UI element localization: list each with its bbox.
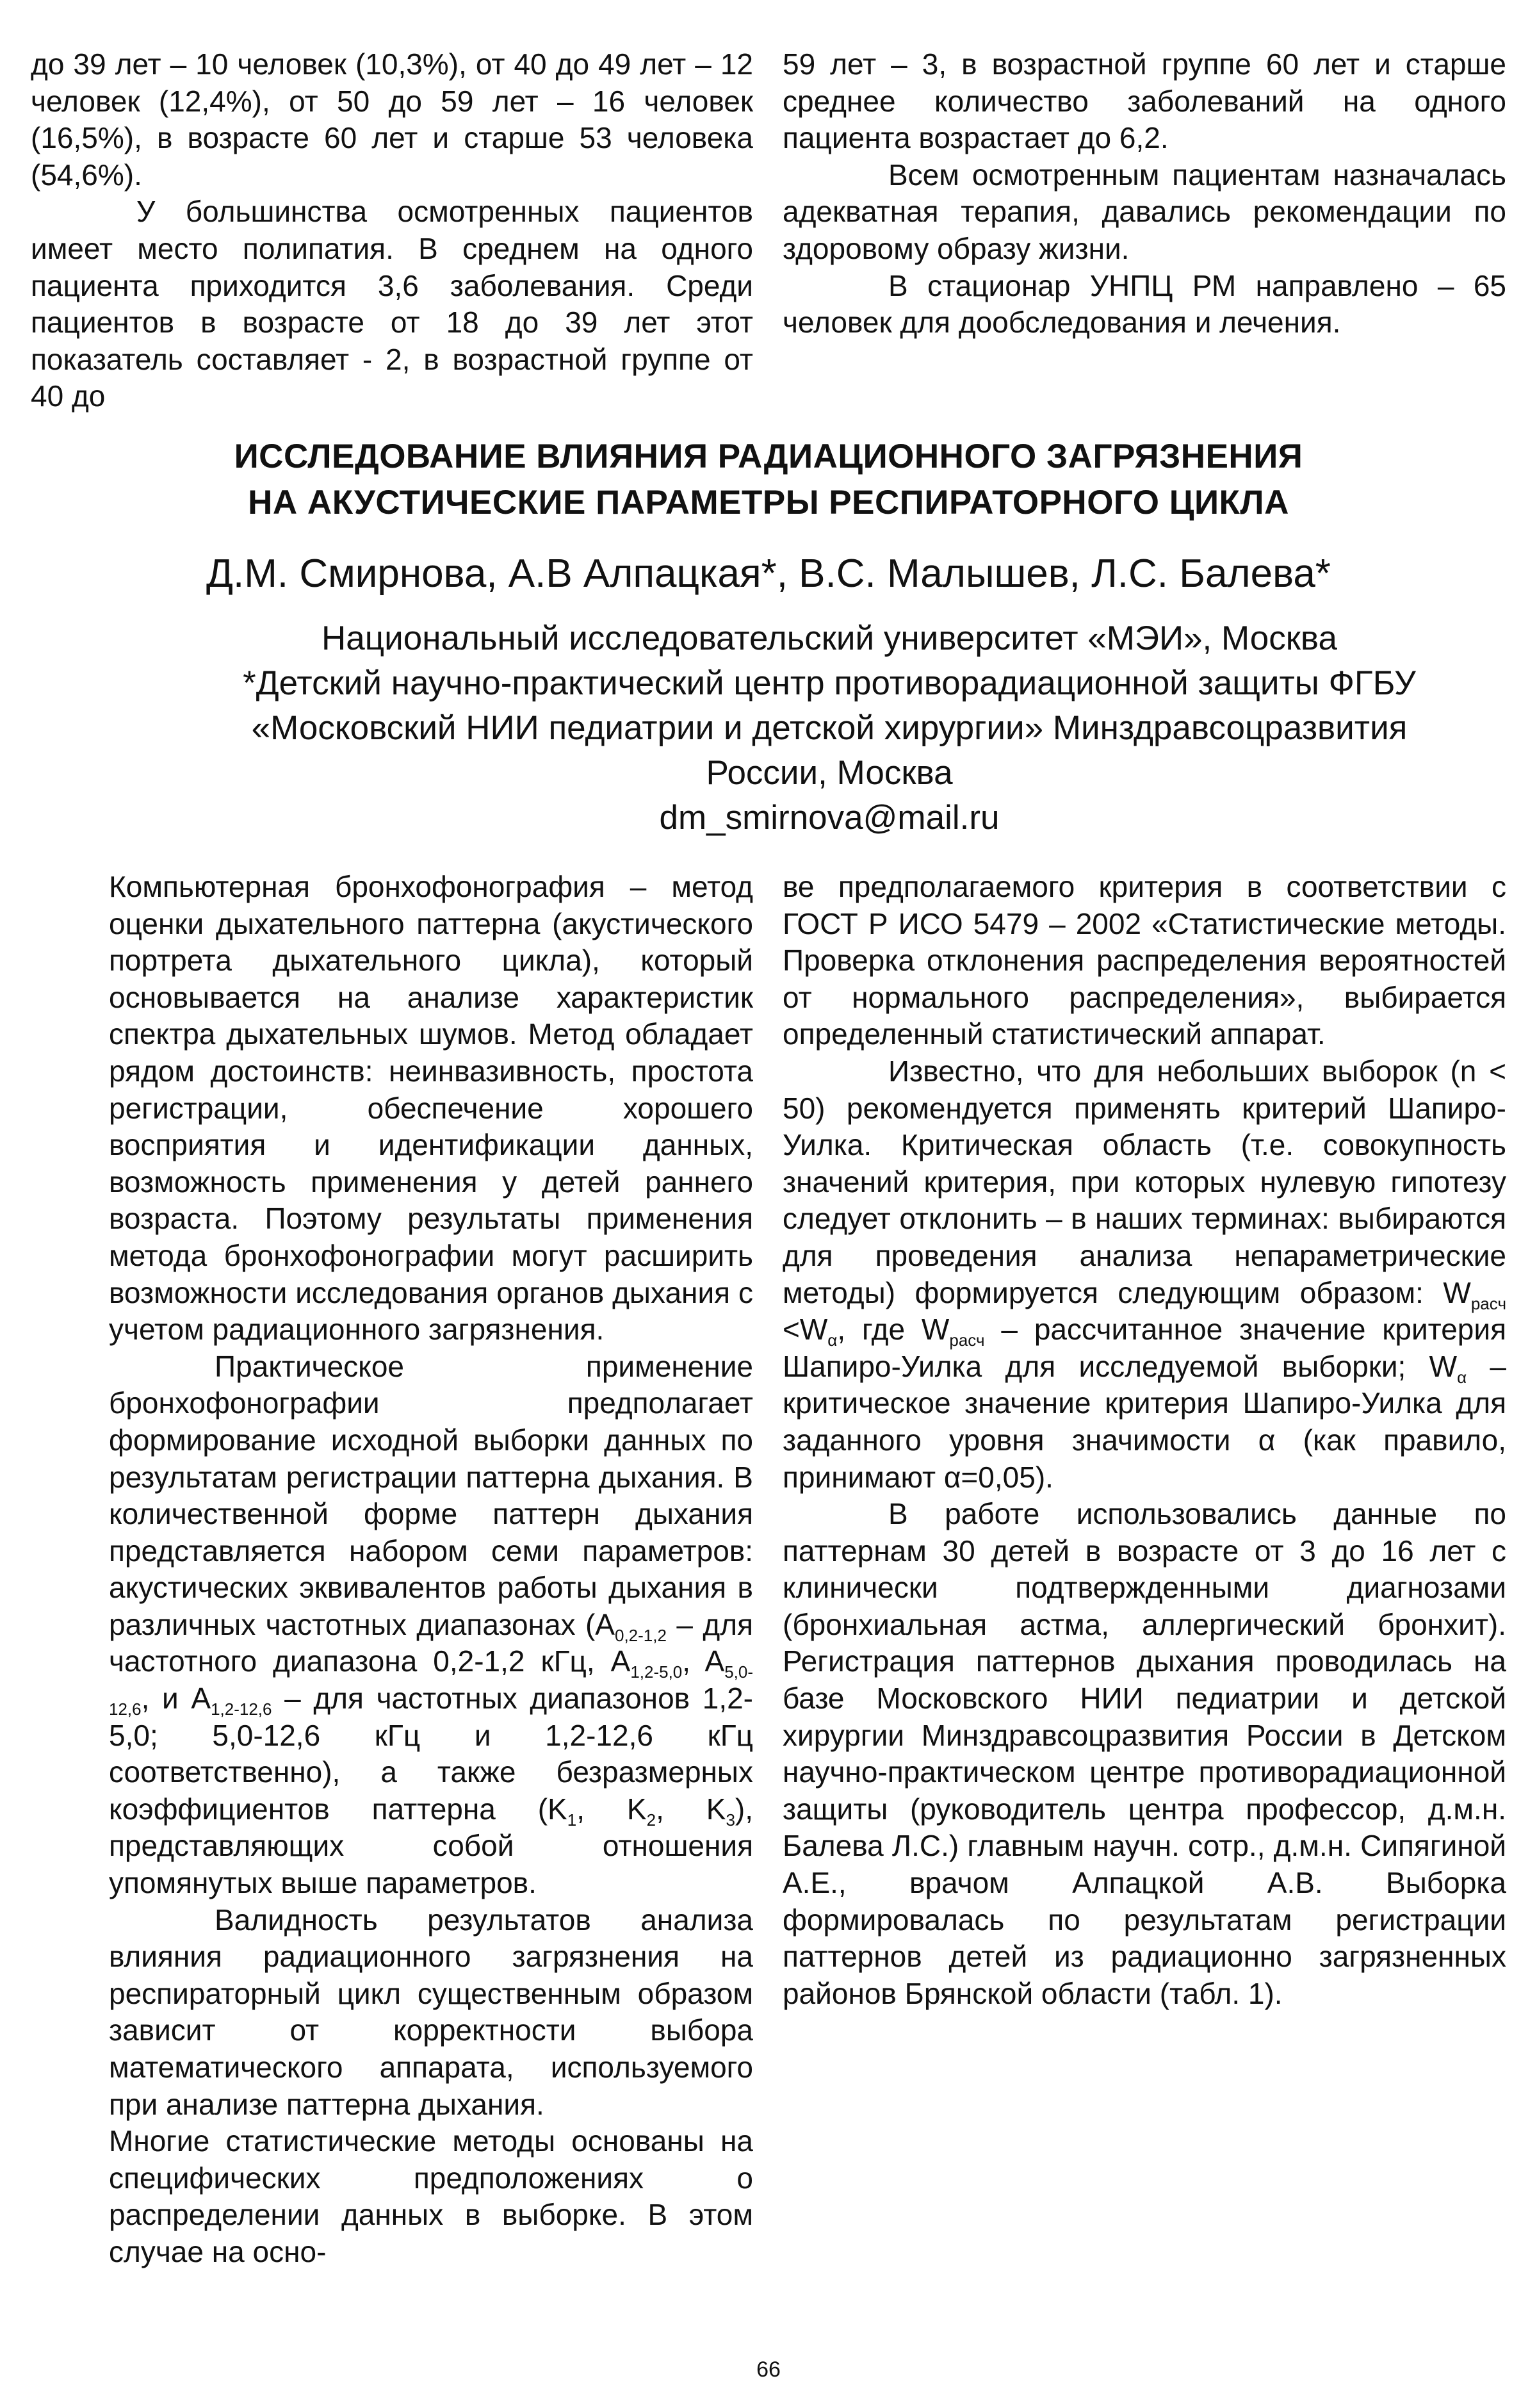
top-left-column xyxy=(31,46,753,415)
paragraph: У большинства осмотренных пациентов имеет место полипатия. В среднем на одного пациента приходится 3,6 заболевания. Среди пациентов в возрасте от 18 до 39 лет этот показатель составляет - 2, в возрастной группе от 40 до xyxy=(31,195,753,413)
subscript: 1,2-5,0 xyxy=(630,1662,683,1682)
subscript: расч xyxy=(949,1331,985,1350)
body-left-column xyxy=(109,869,753,2271)
text-segment: – для частотного диапазона 0,2-1,2 кГц, A xyxy=(109,1607,754,1678)
title-line-2: НА АКУСТИЧЕСКИЕ ПАРАМЕТРЫ РЕСПИРАТОРНОГО ЦИКЛА xyxy=(248,484,1289,521)
top-right-column xyxy=(783,46,1506,341)
text-segment: В работе использовались данные по паттернам 30 детей в возрасте от 3 до 16 лет с клинически подтвержденными диагнозами (бронхиальная астма, аллергический бронхит). Регистрация паттернов дыхания проводилась на базе Московского НИИ педиатрии и детской хирургии Минздравсоцразвития России в Детском научно-практическом центре противорадиационной защиты (руководитель центра профессор, д.м.н. Балева Л.С.) главным научн. сотр., д.м.н. Сипягиной А.Е., врачом Алпацкой А.В. Выборка формировалась по результатам регистрации паттернов детей из радиационно загрязненных районов Брянской области (табл. 1). xyxy=(783,1497,1506,2010)
text-segment: Практическое применение бронхофонографии предполагает формирование исходной выборки данных по результатам регистрации паттерна дыхания. В количественной форме паттерн дыхания представляется набором семи параметров: акустических эквивалентов работы дыхания в различных частотных диапазонах (A xyxy=(109,1349,753,1641)
subscript: α xyxy=(827,1331,838,1350)
text-segment: , K xyxy=(656,1792,726,1826)
title-line-1: ИССЛЕДОВАНИЕ ВЛИЯНИЯ РАДИАЦИОННОГО ЗАГРЯЗНЕНИЯ xyxy=(234,438,1303,475)
paragraph xyxy=(109,869,753,1348)
text-segment: – для частотных диапазонов 1,2-5,0; 5,0-12,6 кГц и 1,2-12,6 кГц соответственно), а также безразмерных коэффициентов паттерна (K xyxy=(109,1682,753,1826)
subscript: расч xyxy=(1470,1293,1506,1313)
paragraph: 59 лет – 3, в возрастной группе 60 лет и старше среднее количество заболеваний на одного пациента возрастает до 6,2. xyxy=(783,47,1506,155)
subscript: 2 xyxy=(646,1810,656,1830)
page-number: 66 xyxy=(756,2357,781,2382)
text-segment: Валидность результатов анализа влияния радиационного загрязнения на респираторный цикл существенным образом зависит от корректности выбора математического аппарата, используемого при анализе паттерна дыхания. xyxy=(109,1903,753,2121)
paragraph: Всем осмотренным пациентам назначалась адекватная терапия, давались рекомендации по здоровому образу жизни. xyxy=(783,158,1506,265)
text-segment: Многие статистические методы основаны на специфических предположениях о распределении данных в выборке. В этом случае на осно- xyxy=(109,2124,753,2268)
text-segment: Компьютерная бронхофонография – метод оценки дыхательного паттерна (акустического портрета дыхательного цикла), который основывается на анализе характеристик спектра дыхательных шумов. Метод обладает рядом достоинств: неинвазивность, простота регистрации, обеспечение хорошего восприятия и идентификации данных, возможность применения у детей раннего возраста. Поэтому результаты применения метода бронхофонографии могут расширить возможности исследования органов дыхания с учетом радиационного загрязнения. xyxy=(109,870,753,1347)
text-segment: <W xyxy=(783,1313,828,1347)
author-email: dm_smirnova@mail.ru xyxy=(659,799,1000,837)
text-segment: ), представляющих собой отношения упомянутых выше параметров. xyxy=(109,1792,754,1900)
paragraph xyxy=(109,1348,753,1902)
text-segment: , K xyxy=(576,1792,647,1826)
text-segment: , и A xyxy=(141,1682,211,1716)
text-segment: , A xyxy=(682,1644,725,1678)
paragraph xyxy=(109,1902,753,2124)
paragraph xyxy=(109,2123,753,2270)
affiliation-2: *Детский научно-практический центр противорадиационной защиты ФГБУ «Московский НИИ педиатрии и детской хирургии» Минздравсоцразвития России, Москва xyxy=(243,664,1416,792)
text-segment: – рассчитанное значение критерия Шапиро-Уилка для исследуемой выборки; W xyxy=(783,1313,1506,1383)
paragraph: до 39 лет – 10 человек (10,3%), от 40 до 49 лет – 12 человек (12,4%), от 50 до 59 лет – 16 человек (16,5%), в возрасте 60 лет и старше 53 человека (54,6%). xyxy=(31,47,753,192)
subscript: 1 xyxy=(567,1810,577,1830)
text-segment: – критическое значение критерия Шапиро-Уилка для заданного уровня значимости α (как правило, принимают α=0,05). xyxy=(783,1349,1506,1494)
text-segment: ве предполагаемого критерия в соответствии с ГОСТ Р ИСО 5479 – 2002 «Статистические методы. Проверка отклонения распределения вероятностей от нормального распределения», выбирается определенный статистический аппарат. xyxy=(783,870,1506,1051)
subscript: α xyxy=(1457,1367,1467,1387)
authors: Д.М. Смирнова, А.В Алпацкая*, В.С. Малышев, Л.С. Балева* xyxy=(206,552,1331,596)
paragraph xyxy=(783,1053,1506,1496)
subscript: 5,0-12,6 xyxy=(109,1662,753,1719)
article-title xyxy=(0,434,1537,526)
paragraph xyxy=(783,1496,1506,2012)
text-segment: , где W xyxy=(837,1313,950,1347)
subscript: 3 xyxy=(726,1810,735,1830)
affiliations xyxy=(192,616,1467,840)
subscript: 1,2-12,6 xyxy=(211,1700,272,1719)
affiliation-1: Национальный исследовательский университет «МЭИ», Москва xyxy=(321,619,1337,657)
body-right-column xyxy=(783,869,1506,2012)
subscript: 0,2-1,2 xyxy=(614,1625,667,1645)
paragraph xyxy=(783,869,1506,1053)
text-segment: Известно, что для небольших выборок (n < 50) рекомендуется применять критерий Шапиро-Уилка. Критическая область (т.е. совокупность значений критерия, при которых нулевую гипотезу следует отклонить – в наших терминах: выбираются для проведения анализа непараметрические методы) формируется следующим образом: W xyxy=(783,1054,1506,1309)
paragraph: В стационар УНПЦ РМ направлено – 65 человек для дообследования и лечения. xyxy=(783,268,1506,340)
